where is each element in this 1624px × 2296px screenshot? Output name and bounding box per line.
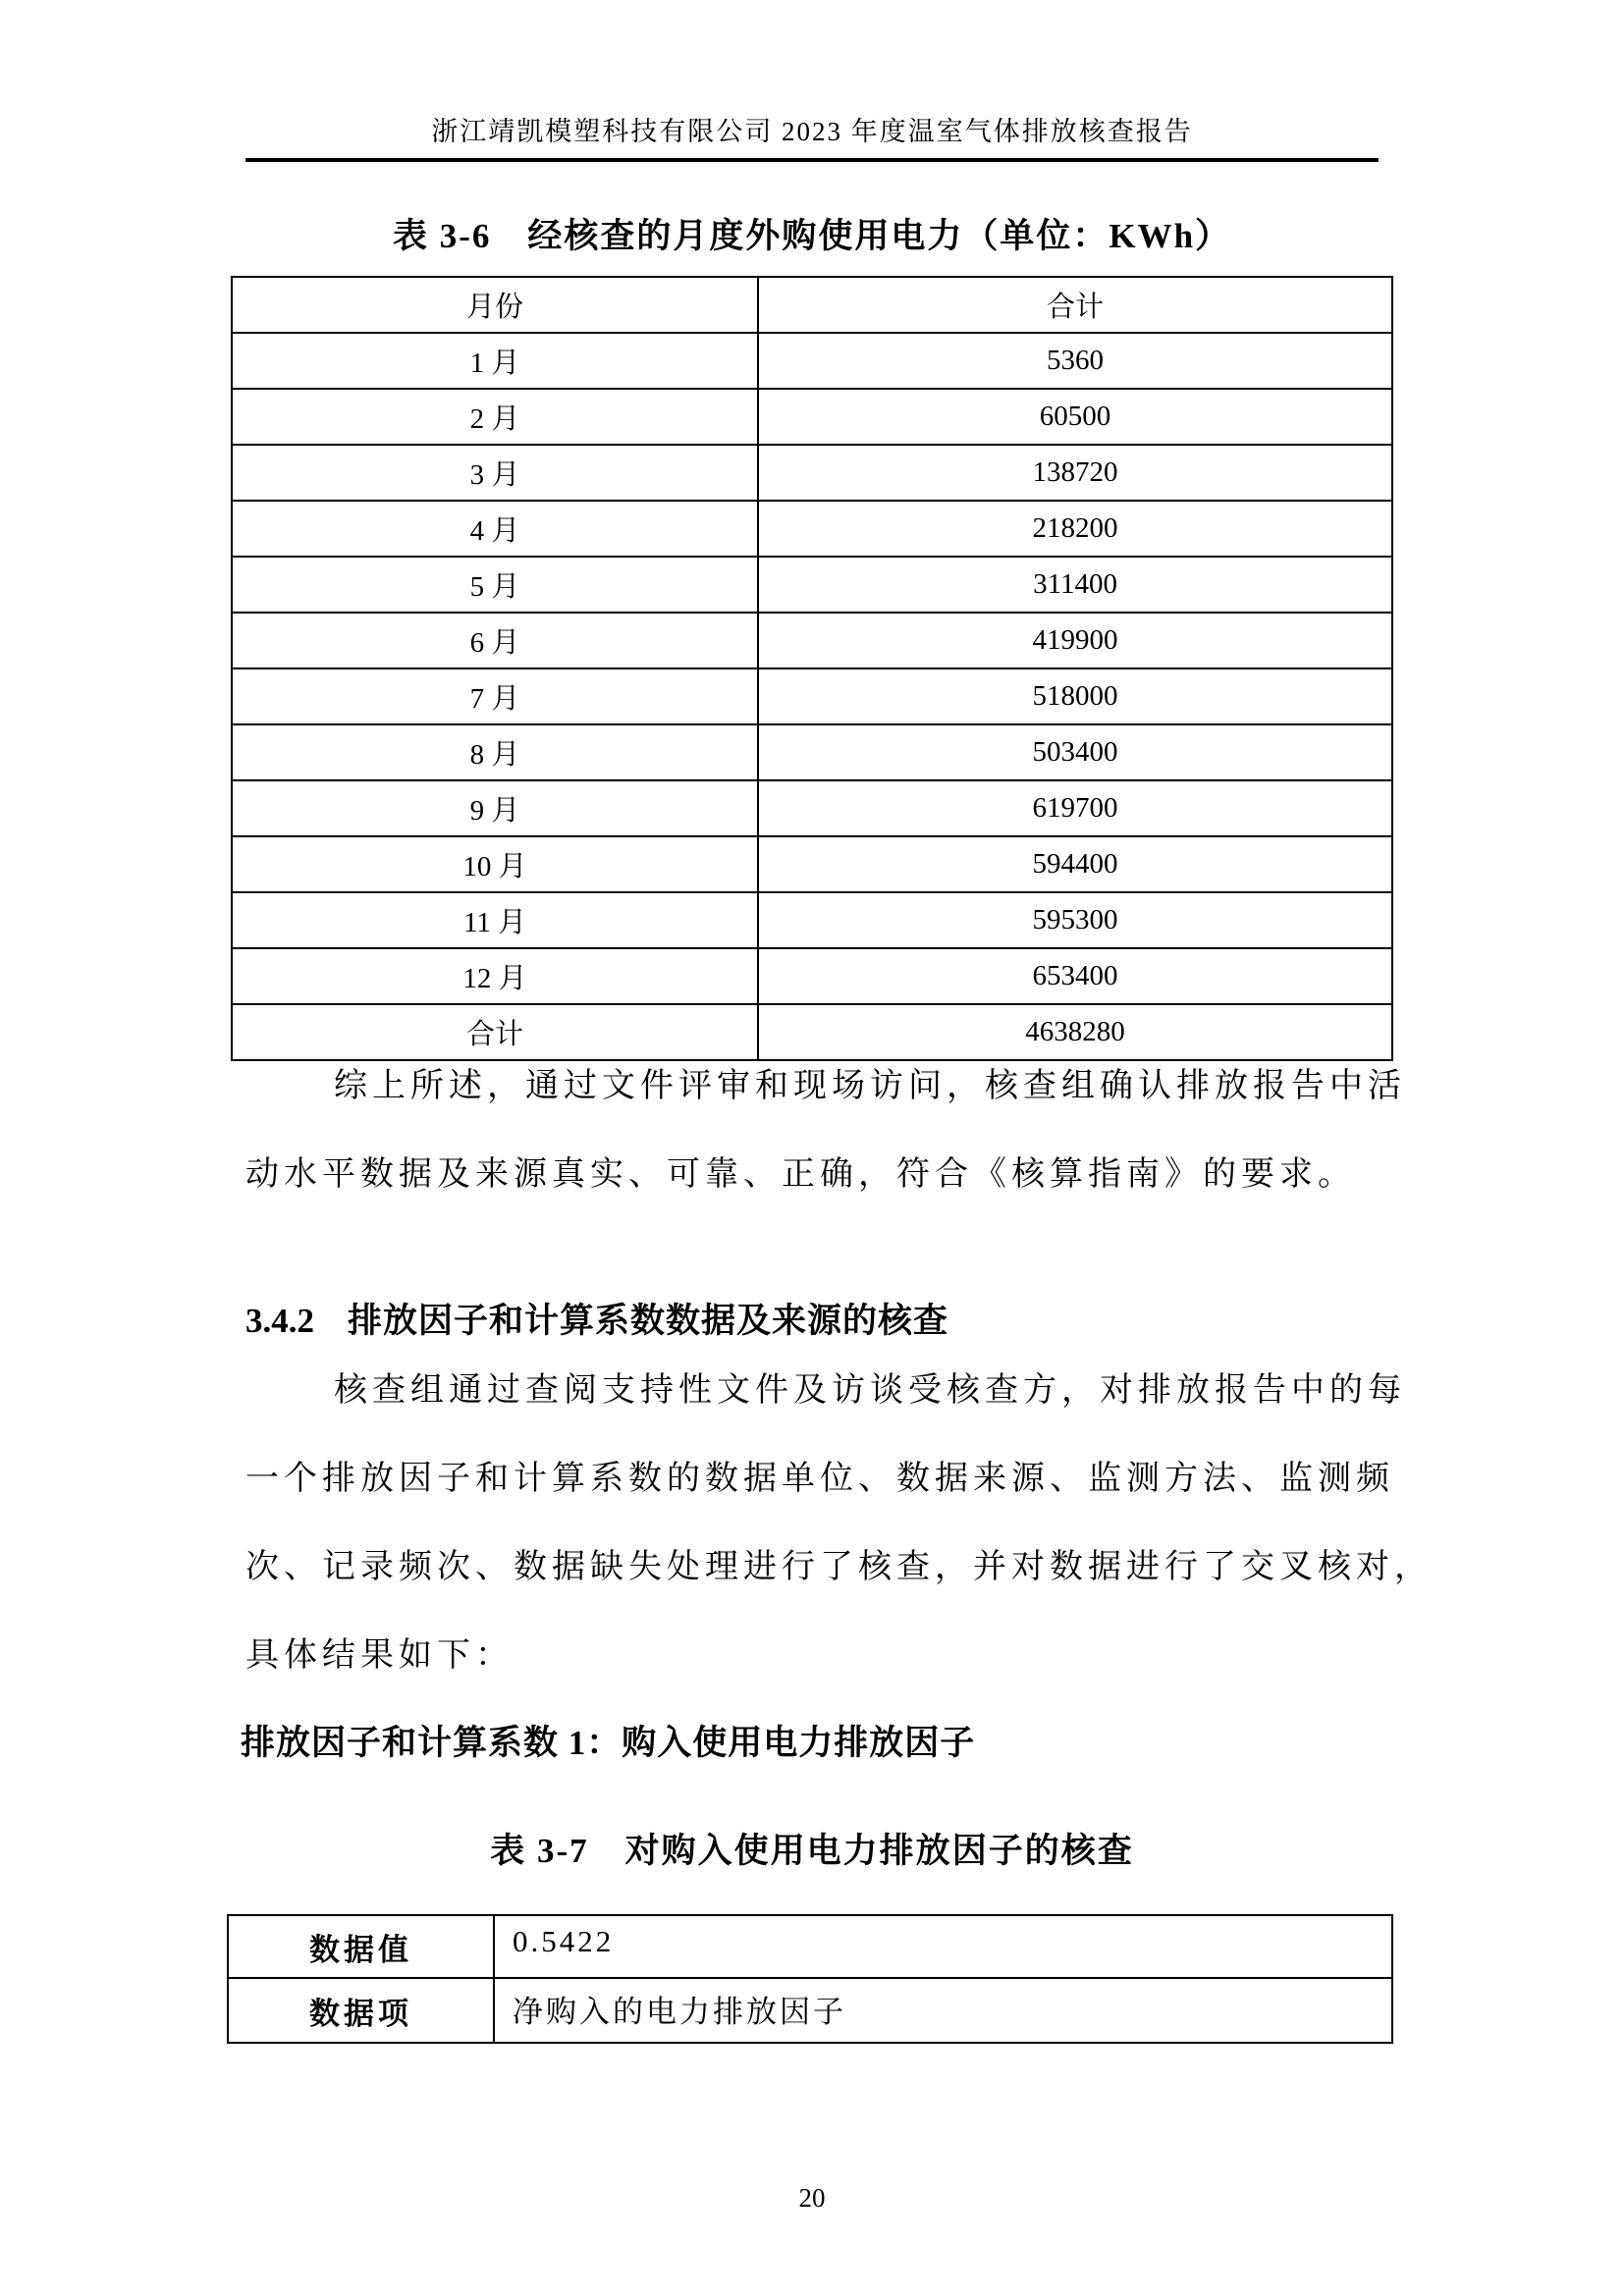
table-3-6	[231, 276, 1393, 1061]
total-cell: 138720	[758, 445, 1392, 501]
emission-factor-heading: 排放因子和计算系数 1：购入使用电力排放因子	[241, 1724, 976, 1762]
total-cell: 4638280	[758, 1004, 1392, 1060]
verification-paragraph	[245, 1347, 1433, 1700]
month-cell: 2 月	[232, 389, 758, 445]
table-3-7	[227, 1914, 1393, 2044]
total-cell: 518000	[758, 668, 1392, 724]
data-value-label: 数据值	[228, 1915, 494, 1978]
total-cell: 595300	[758, 892, 1392, 948]
month-cell: 7 月	[232, 668, 758, 724]
table-row	[232, 948, 1392, 1004]
paragraph-line: 一个排放因子和计算系数的数据单位、数据来源、监测方法、监测频	[245, 1461, 1394, 1497]
document-header-title: 浙江靖凯模塑科技有限公司 2023 年度温室气体排放核查报告	[431, 117, 1193, 146]
data-value-row	[228, 1915, 1392, 1978]
total-cell: 619700	[758, 780, 1392, 836]
table-row	[232, 557, 1392, 613]
table-row	[232, 613, 1392, 668]
table-3-7-title: 表 3-7 对购入使用电力排放因子的核查	[490, 1832, 1134, 1870]
table-row	[232, 333, 1392, 389]
table-row	[232, 445, 1392, 501]
section-number: 3.4.2	[245, 1302, 314, 1340]
total-cell: 218200	[758, 501, 1392, 557]
table-row	[232, 892, 1392, 948]
paragraph-line: 具体结果如下：	[245, 1637, 514, 1674]
data-item-row	[228, 1978, 1392, 2043]
table-row	[232, 389, 1392, 445]
table-row	[232, 501, 1392, 557]
paragraph-line: 综上所述，通过文件评审和现场访问，核查组确认排放报告中活	[334, 1068, 1406, 1104]
summary-paragraph	[245, 1042, 1406, 1219]
column-header-month: 月份	[232, 277, 758, 333]
total-cell: 419900	[758, 613, 1392, 668]
paragraph-line: 核查组通过查阅支持性文件及访谈受核查方，对排放报告中的每	[334, 1372, 1406, 1409]
total-cell: 594400	[758, 836, 1392, 892]
section-title: 排放因子和计算系数数据及来源的核查	[348, 1302, 949, 1340]
data-item-cell: 净购入的电力排放因子	[494, 1978, 1392, 2043]
total-cell: 60500	[758, 389, 1392, 445]
month-cell: 11 月	[232, 892, 758, 948]
month-cell: 1 月	[232, 333, 758, 389]
table-3-6-title: 表 3-6 经核查的月度外购使用电力（单位：KWh）	[392, 217, 1232, 255]
total-cell: 5360	[758, 333, 1392, 389]
table-row	[232, 836, 1392, 892]
month-cell: 4 月	[232, 501, 758, 557]
table-row	[232, 724, 1392, 780]
month-cell: 10 月	[232, 836, 758, 892]
total-cell: 503400	[758, 724, 1392, 780]
month-cell: 5 月	[232, 557, 758, 613]
paragraph-line: 次、记录频次、数据缺失处理进行了核查，并对数据进行了交叉核对，	[245, 1549, 1433, 1585]
data-value-cell: 0.5422	[494, 1915, 1392, 1978]
paragraph-line: 动水平数据及来源真实、可靠、正确，符合《核算指南》的要求。	[245, 1156, 1356, 1193]
total-cell: 311400	[758, 557, 1392, 613]
data-item-label: 数据项	[228, 1978, 494, 2043]
section-heading-3-4-2	[245, 1294, 948, 1343]
month-cell: 合计	[232, 1004, 758, 1060]
month-cell: 6 月	[232, 613, 758, 668]
header-rule	[245, 158, 1379, 162]
total-cell: 653400	[758, 948, 1392, 1004]
table-row	[232, 780, 1392, 836]
table-row	[232, 668, 1392, 724]
table-header-row	[232, 277, 1392, 333]
month-cell: 8 月	[232, 724, 758, 780]
month-cell: 9 月	[232, 780, 758, 836]
month-cell: 12 月	[232, 948, 758, 1004]
page-number: 20	[798, 2183, 826, 2213]
month-cell: 3 月	[232, 445, 758, 501]
column-header-total: 合计	[758, 277, 1392, 333]
